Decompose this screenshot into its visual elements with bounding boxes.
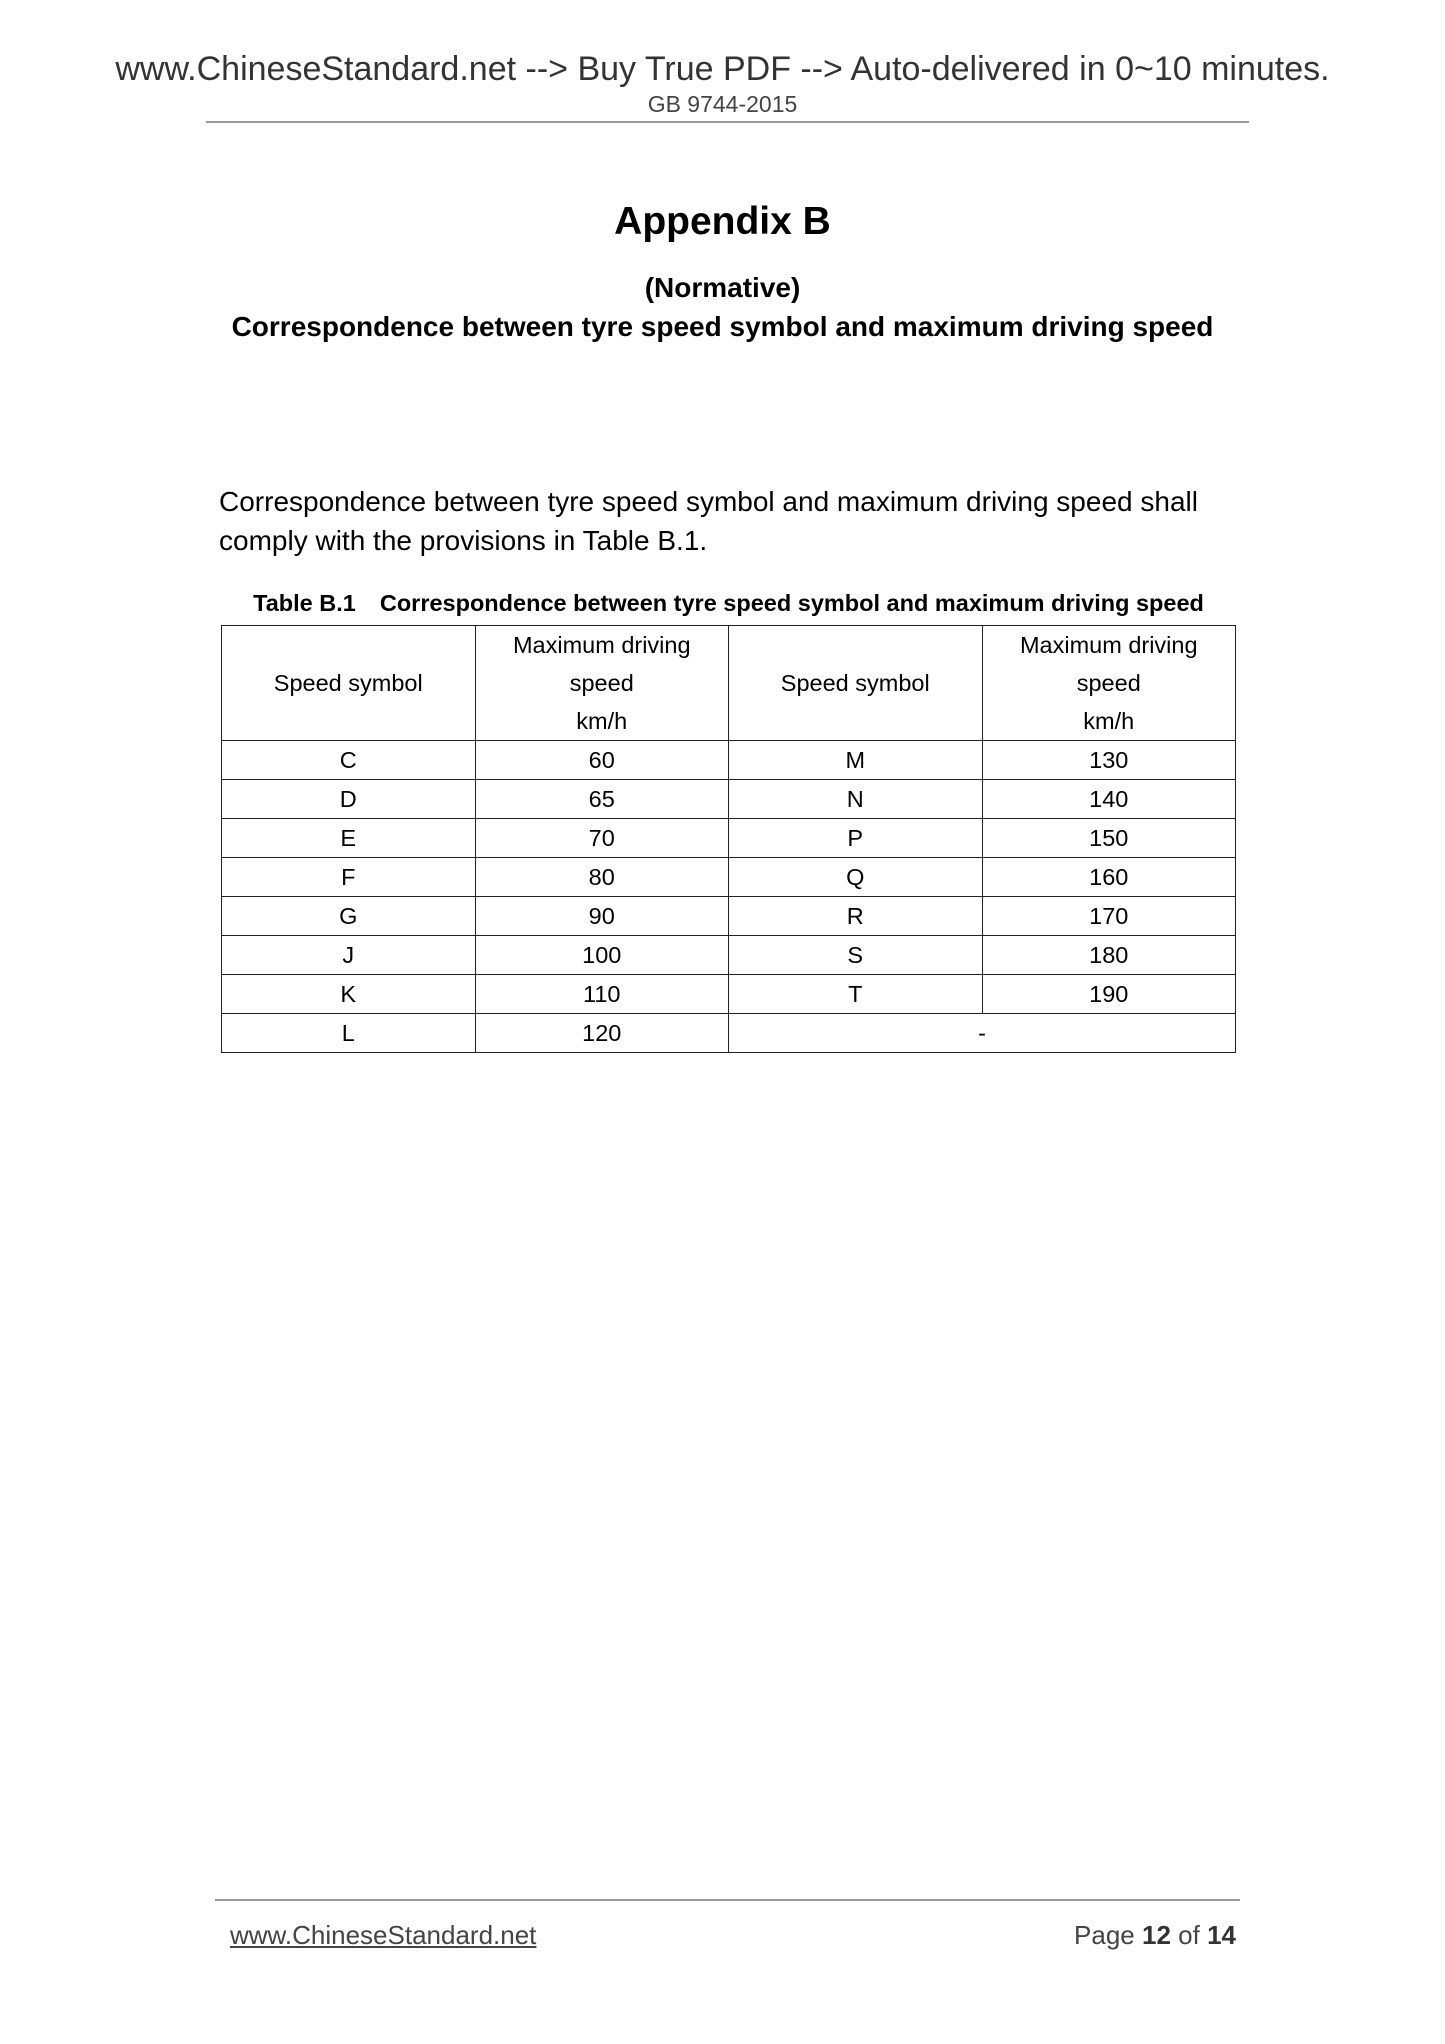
- max-speed-cell: 60: [475, 741, 729, 780]
- speed-symbol-cell: N: [729, 780, 983, 819]
- speed-symbol-cell: T: [729, 975, 983, 1014]
- body-paragraph: Correspondence between tyre speed symbol and maximum driving speed shall comply with the provisions in Table B.1.: [219, 486, 1198, 556]
- speed-symbol-cell: S: [729, 936, 983, 975]
- max-speed-cell: 140: [982, 780, 1236, 819]
- table-caption-title: Correspondence between tyre speed symbol and maximum driving speed: [379, 590, 1204, 616]
- appendix-title: Appendix B: [614, 200, 831, 243]
- table-row: [222, 936, 1236, 975]
- table-caption: [221, 590, 1236, 617]
- speed-symbol-cell: P: [729, 819, 983, 858]
- document-id: GB 9744-2015: [647, 91, 798, 117]
- header-speed-symbol: Speed symbol: [222, 626, 476, 741]
- table-row: [222, 780, 1236, 819]
- max-speed-cell: 150: [982, 819, 1236, 858]
- speed-symbol-cell: E: [222, 819, 476, 858]
- table-row: [222, 975, 1236, 1014]
- appendix-subtitle: (Normative): [644, 272, 801, 303]
- page-indicator: Page 12 of 14: [1074, 1920, 1236, 1950]
- max-speed-cell: 90: [475, 897, 729, 936]
- max-speed-cell: 70: [475, 819, 729, 858]
- header-max-speed: Maximum driving speed km/h: [475, 626, 729, 741]
- speed-symbol-cell: M: [729, 741, 983, 780]
- table-row: [222, 741, 1236, 780]
- speed-symbol-cell: G: [222, 897, 476, 936]
- speed-symbol-cell: C: [222, 741, 476, 780]
- table-row: [222, 897, 1236, 936]
- table-row: [222, 1014, 1236, 1053]
- appendix-heading: Correspondence between tyre speed symbol and maximum driving speed: [231, 311, 1214, 342]
- speed-symbol-cell: K: [222, 975, 476, 1014]
- empty-cell: -: [729, 1014, 1236, 1053]
- max-speed-cell: 80: [475, 858, 729, 897]
- max-speed-cell: 180: [982, 936, 1236, 975]
- max-speed-cell: 65: [475, 780, 729, 819]
- max-speed-cell: 110: [475, 975, 729, 1014]
- max-speed-cell: 190: [982, 975, 1236, 1014]
- speed-symbol-cell: D: [222, 780, 476, 819]
- speed-symbol-table: [221, 625, 1236, 1053]
- max-speed-cell: 160: [982, 858, 1236, 897]
- max-speed-cell: 120: [475, 1014, 729, 1053]
- table-row: [222, 858, 1236, 897]
- speed-symbol-cell: J: [222, 936, 476, 975]
- footer-website-link[interactable]: www.ChineseStandard.net: [230, 1920, 537, 1950]
- max-speed-cell: 100: [475, 936, 729, 975]
- header-max-speed: Maximum driving speed km/h: [982, 626, 1236, 741]
- table-row: [222, 819, 1236, 858]
- footer-divider: [215, 1899, 1240, 1901]
- header-divider: [206, 121, 1249, 123]
- speed-symbol-cell: R: [729, 897, 983, 936]
- max-speed-cell: 170: [982, 897, 1236, 936]
- speed-symbol-cell: F: [222, 858, 476, 897]
- speed-symbol-cell: Q: [729, 858, 983, 897]
- table-header-row: [222, 626, 1236, 741]
- table-caption-number: Table B.1: [253, 590, 356, 616]
- header-speed-symbol: Speed symbol: [729, 626, 983, 741]
- max-speed-cell: 130: [982, 741, 1236, 780]
- speed-symbol-cell: L: [222, 1014, 476, 1053]
- promo-banner: www.ChineseStandard.net --> Buy True PDF --> Auto-delivered in 0~10 minutes.: [115, 50, 1330, 88]
